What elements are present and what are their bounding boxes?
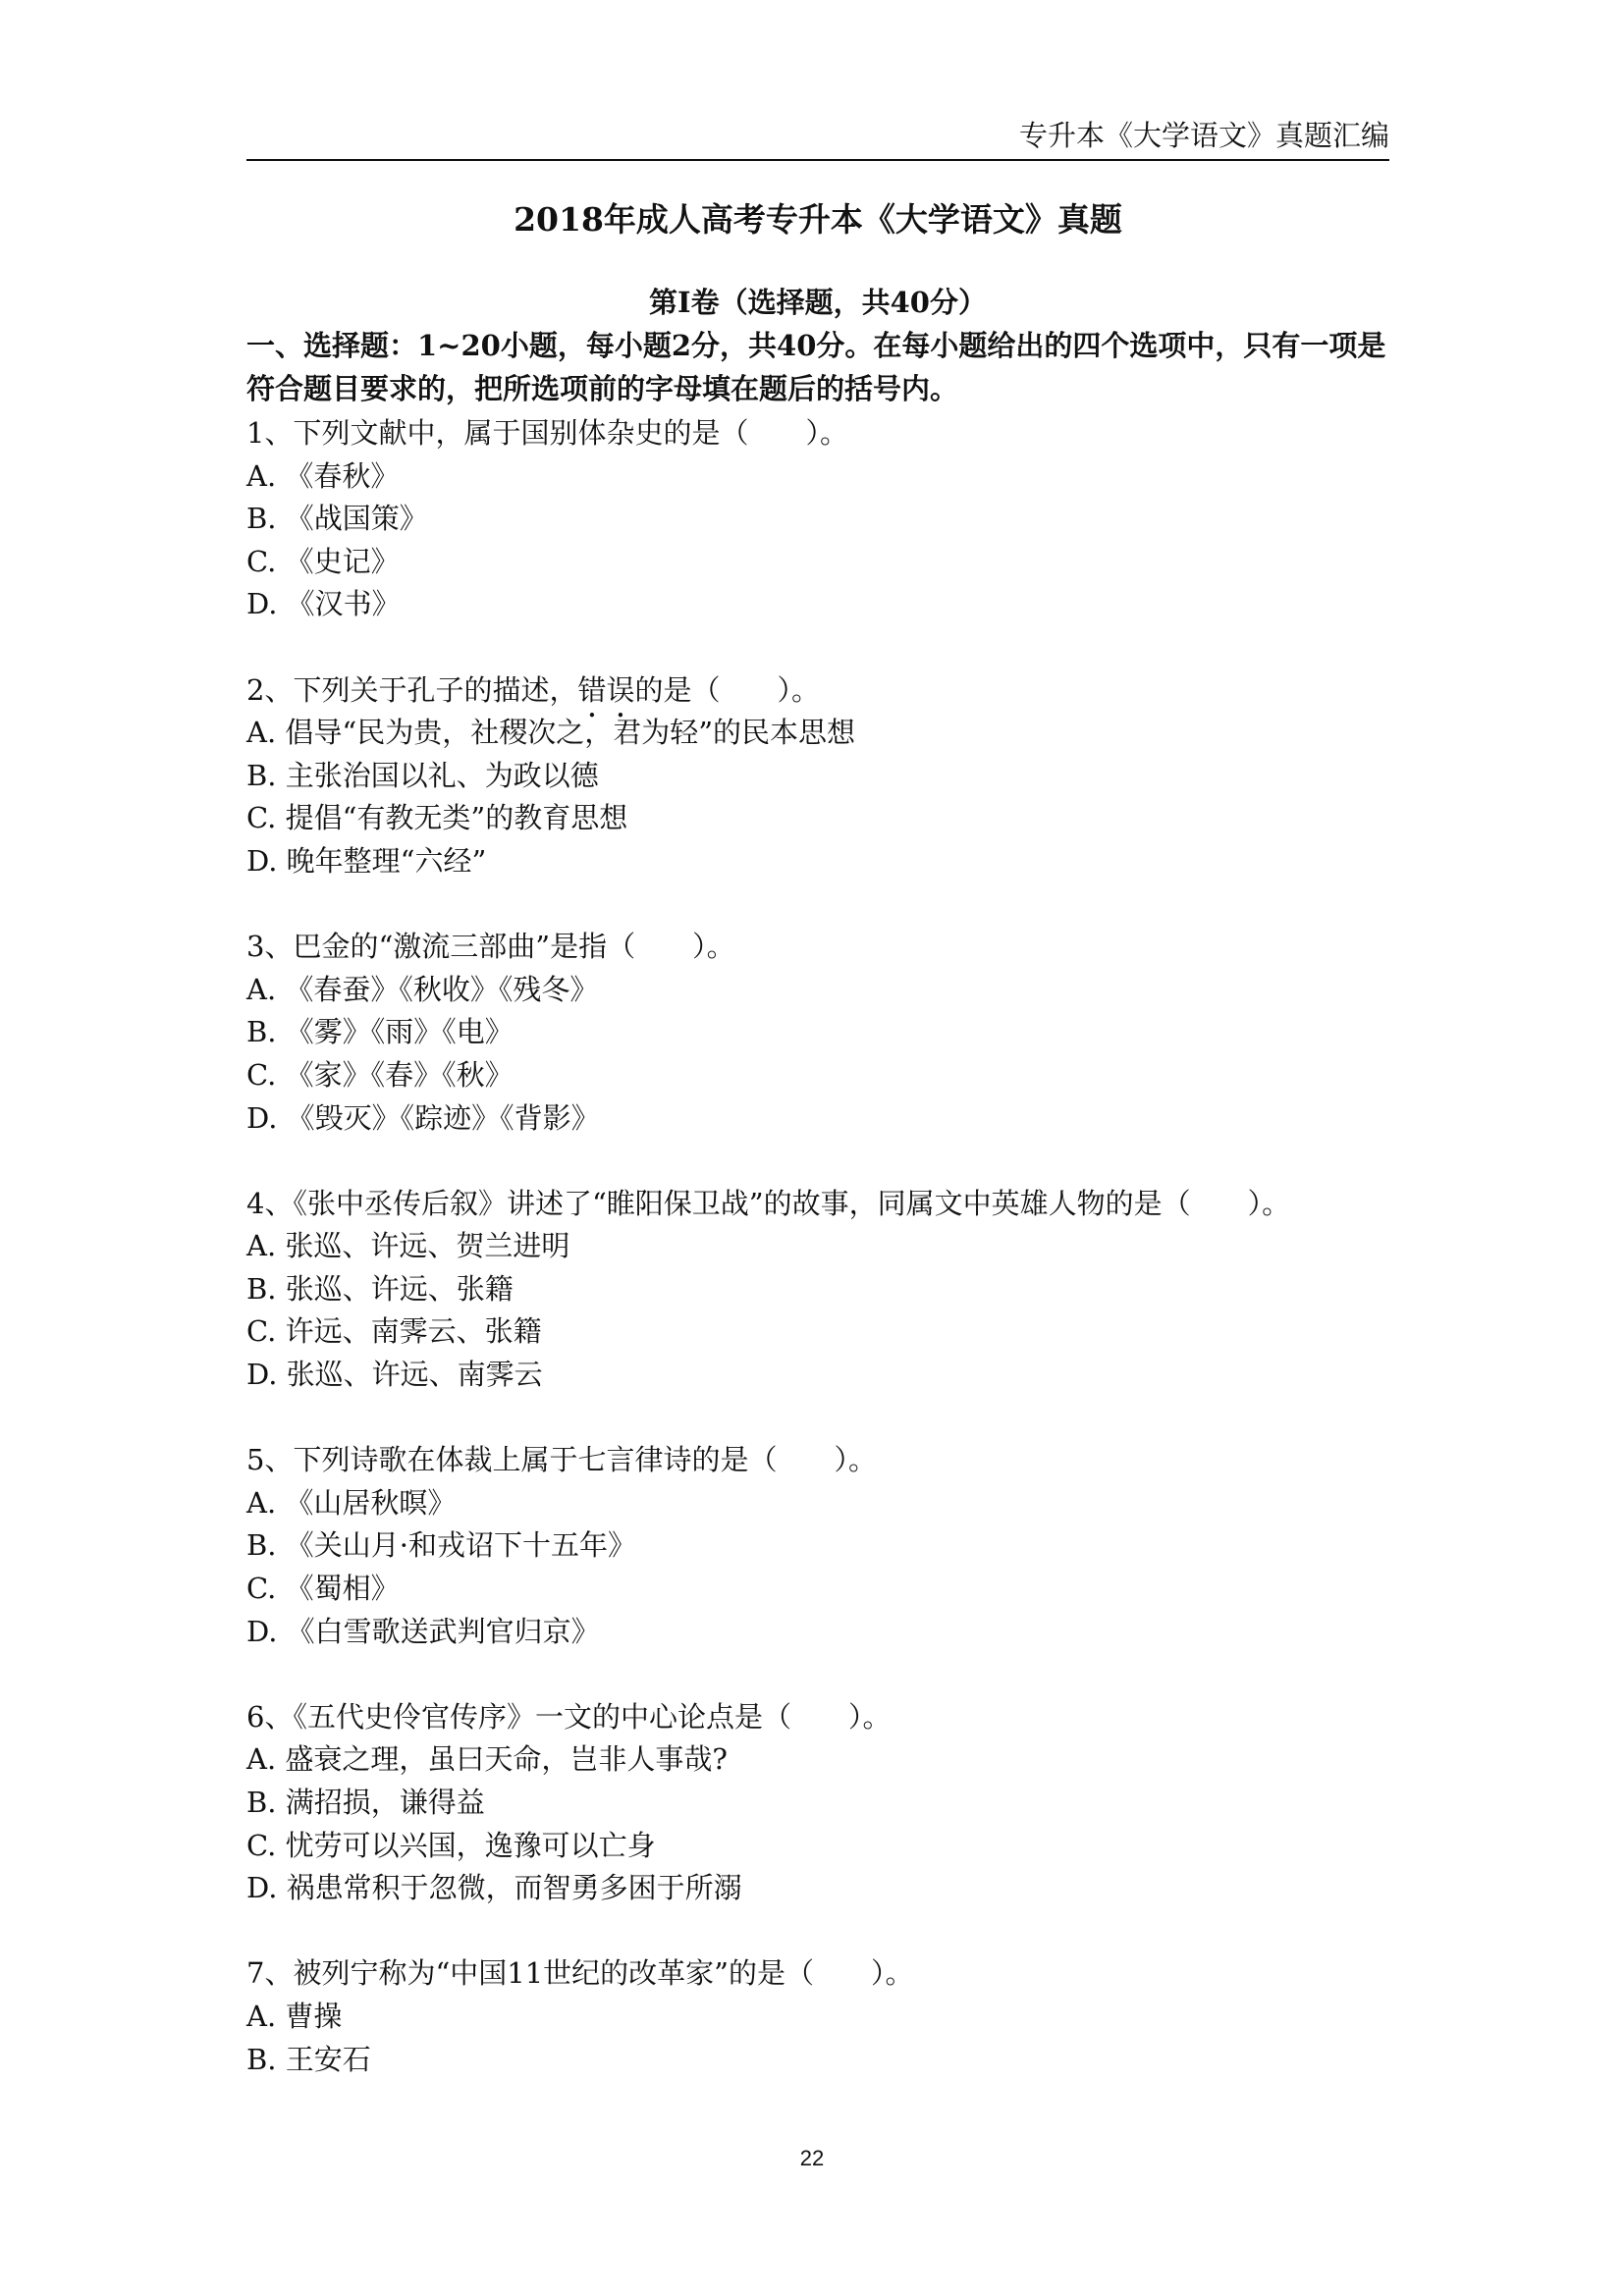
option-b: B. 主张治国以礼、为政以德: [246, 758, 599, 792]
option-d: D. 张巡、许远、南霁云: [246, 1358, 543, 1392]
page-title: 2018年成人高考专升本《大学语文》真题: [514, 200, 1122, 239]
question-stem: 6、《五代史伶官传序》一文的中心论点是（ ）。: [246, 1699, 892, 1734]
option-c: C. 《家》《春》《秋》: [246, 1057, 514, 1092]
question-stem: 5、下列诗歌在体裁上属于七言律诗的是（ ）。: [246, 1443, 877, 1477]
option-a: A. 张巡、许远、贺兰进明: [246, 1229, 570, 1263]
question-stem: [246, 669, 1389, 713]
option-b: B. 满招损，谦得益: [246, 1786, 485, 1819]
question-6: [246, 1696, 1389, 1910]
question-stem: 3、巴金的“激流三部曲”是指（ ）。: [246, 930, 735, 964]
instructions-line: 符合题目要求的，把所选项前的字母填在题后的括号内。: [246, 372, 959, 405]
option-d: D. 晚年整理“六经”: [246, 843, 487, 878]
option-d: D. 《白雪歌送武判官归京》: [246, 1614, 600, 1648]
option-a: A. 曹操: [246, 1999, 343, 2033]
question-7: [246, 1952, 1389, 2081]
option-b: B. 王安石: [246, 2042, 371, 2076]
question-2: [246, 669, 1389, 883]
section-heading: 第Ⅰ卷（选择题，共40分）: [649, 286, 987, 319]
option-c: C. 《蜀相》: [246, 1572, 400, 1606]
stem-text: 的是（ ）。: [634, 672, 820, 707]
page-number: 22: [799, 2146, 825, 2170]
question-1: [246, 412, 1389, 626]
option-a: A. 盛衰之理，虽曰天命，岂非人事哉?: [246, 1742, 728, 1777]
question-4: [246, 1183, 1389, 1397]
question-5: [246, 1439, 1389, 1653]
option-a: A. 倡导“民为贵，社稷次之，君为轻”的民本思想: [246, 716, 856, 750]
header-text: 专升本《大学语文》真题汇编: [1018, 119, 1389, 152]
question-stem: 4、《张中丞传后叙》讲述了“睢阳保卫战”的故事，同属文中英雄人物的是（ ）。: [246, 1186, 1291, 1220]
question-stem: 7、被列宁称为“中国11世纪的改革家”的是（ ）。: [246, 1956, 914, 1991]
option-b: B. 《战国策》: [246, 502, 428, 536]
question-stem: 1、下列文献中，属于国别体杂史的是（ ）。: [246, 416, 848, 450]
running-header: [246, 116, 1389, 161]
option-a: A. 《山居秋暝》: [246, 1485, 457, 1520]
emphasized-word: 错误: [577, 672, 635, 707]
option-c: C. 《史记》: [246, 544, 400, 578]
question-3: [246, 926, 1389, 1140]
option-d: D. 《汉书》: [246, 587, 401, 621]
instructions-line: 一、选择题：1~20小题，每小题2分，共40分。在每小题给出的四个选项中，只有一项是: [246, 329, 1386, 362]
instructions: [246, 324, 1389, 410]
stem-text: 2、下列关于孔子的描述，: [246, 672, 578, 707]
question-list: [246, 412, 1389, 2081]
option-b: B. 《关山月·和戎诏下十五年》: [246, 1528, 636, 1563]
option-a: A. 《春秋》: [246, 458, 400, 493]
option-a: A. 《春蚕》《秋收》《残冬》: [246, 972, 599, 1006]
option-c: C. 许远、南霁云、张籍: [246, 1314, 542, 1349]
option-d: D. 祸患常积于忽微，而智勇多困于所溺: [246, 1871, 742, 1905]
option-c: C. 提倡“有教无类”的教育思想: [246, 801, 628, 835]
option-d: D. 《毁灭》《踪迹》《背影》: [246, 1100, 600, 1135]
option-b: B. 《雾》《雨》《电》: [246, 1015, 514, 1049]
option-c: C. 忧劳可以兴国，逸豫可以亡身: [246, 1828, 656, 1862]
option-b: B. 张巡、许远、张籍: [246, 1271, 514, 1306]
